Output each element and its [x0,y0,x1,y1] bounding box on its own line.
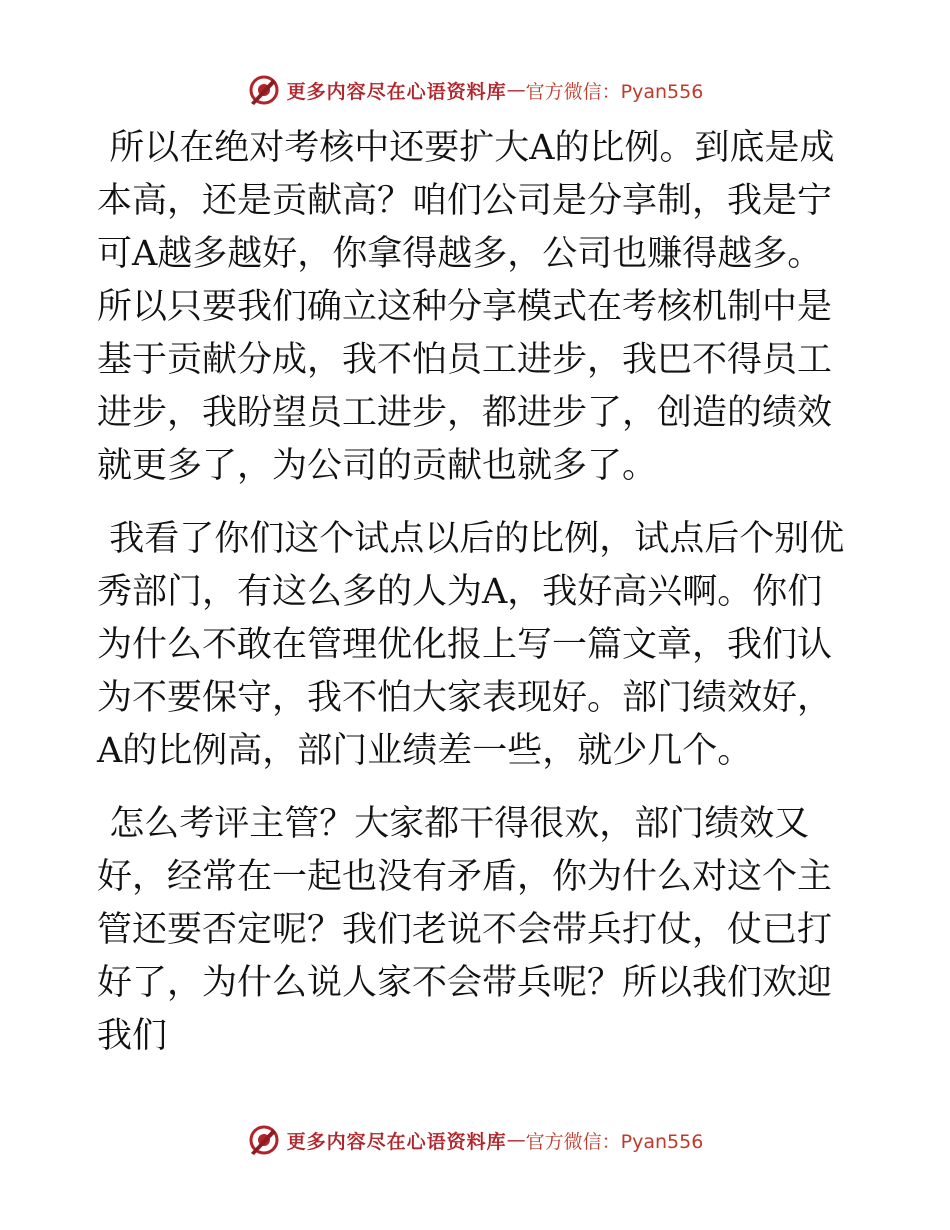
paragraph: 我看了你们这个试点以后的比例，试点后个别优秀部门，有这么多的人为A，我好高兴啊。你们为什么不敢在管理优化报上写一篇文章，我们认为不要保守，我不怕大家表现好。部门绩效好，A的比例高，部门业绩差一些，就少几个。 [97,519,845,771]
footer-banner [0,1120,950,1160]
banner-site-text: 更多内容尽在心语资料库 [286,1130,507,1153]
paragraph: 所以在绝对考核中还要扩大A的比例。到底是成本高，还是贡献高？咱们公司是分享制，我是宁可A越多越好，你拿得越多，公司也赚得越多。所以只要我们确立这种分享模式在考核机制中是基于贡献分成，我不怕员工进步，我巴不得员工进步，我盼望员工进步，都进步了，创造的绩效就更多了，为公司的贡献也就多了。 [97,128,835,486]
banner-wechat-text: 官方微信：Pyan556 [525,1130,704,1153]
banner-separator: — [506,79,526,101]
banner-site-text: 更多内容尽在心语资料库 [286,80,507,103]
quill-seal-icon [247,1123,281,1157]
quill-seal-icon [247,73,281,107]
document-body [97,122,857,1083]
header-banner [0,70,950,110]
banner-wechat-text: 官方微信：Pyan556 [525,80,704,103]
banner-separator: — [506,1129,526,1151]
paragraph: 怎么考评主管？大家都干得很欢，部门绩效又好，经常在一起也没有矛盾，你为什么对这个主管还要否定呢？我们老说不会带兵打仗，仗已打好了，为什么说人家不会带兵呢？所以我们欢迎我们 [97,804,833,1056]
